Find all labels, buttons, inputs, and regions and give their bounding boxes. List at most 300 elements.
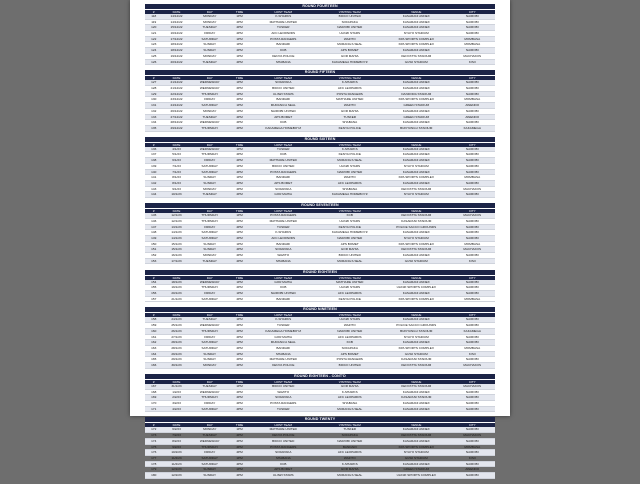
- table-cell: 147: [151, 224, 157, 229]
- table-cell: 178: [151, 461, 157, 466]
- table-cell: ULINZI SPORTS COMPLEX: [396, 472, 436, 477]
- table-cell: 156: [151, 290, 157, 295]
- table-cell: GOR MAHIA: [274, 279, 293, 284]
- table-cell: MURANG'A SEAL: [337, 258, 363, 263]
- round-title: ROUND TWENTY: [145, 417, 495, 422]
- round-title: ROUND FIFTEEN: [145, 70, 495, 75]
- table-cell: ULINZI STARS: [272, 91, 294, 96]
- table-cell: TUESDAY: [202, 192, 217, 197]
- table-cell: KASARANI ANNEX: [402, 169, 430, 174]
- table-cell: TUESDAY: [202, 258, 217, 263]
- column-header: VENUE: [411, 142, 422, 147]
- column-header: DAY: [206, 423, 213, 428]
- table-cell: 8/1/23: [172, 180, 181, 185]
- table-cell: POLICE SACCO GROUNDS: [396, 224, 437, 229]
- table-cell: SATURDAY: [201, 461, 218, 466]
- table-cell: NAIROBI: [465, 80, 479, 85]
- table-cell: 166: [151, 362, 157, 367]
- table-cell: K-SHARKS: [275, 14, 292, 18]
- table-cell: KCB: [280, 152, 287, 157]
- table-cell: 12/1/23: [171, 218, 182, 223]
- table-cell: 4PM: [236, 25, 243, 30]
- table-cell: 161: [151, 334, 157, 339]
- table-cell: SATURDAY: [201, 296, 218, 301]
- table-cell: NAIROBI: [465, 317, 479, 322]
- table-cell: APS BOMET: [274, 467, 293, 472]
- table-cell: 21/1/23: [171, 296, 182, 301]
- table-cell: 27/1/23: [171, 334, 182, 339]
- table-cell: NAIROBI: [465, 279, 479, 284]
- table-cell: MACHAKOS: [463, 362, 482, 367]
- table-cell: KCB: [280, 120, 287, 125]
- table-cell: ULINZI STARS: [339, 31, 361, 36]
- table-cell: WAZITO: [343, 175, 356, 180]
- table-cell: POSTA RANGERS: [270, 36, 297, 41]
- table-cell: WAZITO: [343, 36, 356, 41]
- table-cell: 1PM: [236, 427, 243, 432]
- column-header: DAY: [206, 313, 213, 318]
- table-cell: THURSDAY: [201, 444, 219, 449]
- table-cell: SHABANA: [342, 186, 358, 191]
- table-cell: NAIROBI: [465, 146, 479, 151]
- table-cell: SOFAPAKA: [275, 80, 292, 85]
- table-cell: 153: [151, 258, 157, 263]
- table-cell: 29/1/23: [171, 357, 182, 362]
- table-cell: MATHARE UNITED: [269, 427, 297, 432]
- table-cell: BUKHUNGU STADIUM: [400, 125, 433, 130]
- table-cell: TUSKER: [276, 146, 290, 151]
- table-cell: NYAYO STADIUM: [403, 192, 429, 197]
- table-cell: KISII: [468, 351, 476, 356]
- table-cell: MACHAKOS: [463, 247, 482, 252]
- table-cell: NAIROBI: [465, 340, 479, 345]
- table-cell: 8/2/23: [172, 438, 181, 443]
- table-cell: KENYA POLICE: [338, 296, 361, 301]
- table-cell: NAIROBI: [465, 163, 479, 168]
- column-header: CITY: [468, 10, 476, 14]
- round-block: [145, 270, 495, 303]
- table-cell: TUESDAY: [202, 59, 217, 64]
- table-cell: 17/12/22: [170, 36, 183, 41]
- table-cell: 9/2/23: [172, 444, 181, 449]
- column-header: CITY: [468, 379, 476, 384]
- table-cell: TUESDAY: [202, 317, 217, 322]
- table-cell: MACHAKOS: [463, 53, 482, 58]
- table-cell: 21/12/22: [170, 80, 183, 85]
- table-cell: MACHAKOS: [463, 383, 482, 388]
- table-cell: KAKAMEGA HOMEBOYZ: [265, 328, 302, 333]
- table-cell: KISII: [468, 258, 476, 263]
- table-cell: NAIROBI: [465, 192, 479, 197]
- table-cell: MOMBASA: [464, 42, 481, 47]
- table-cell: 155: [151, 285, 157, 290]
- table-cell: 11/2/23: [171, 455, 182, 460]
- column-header: HOST TEAM: [274, 423, 292, 428]
- column-header: HOST TEAM: [274, 275, 292, 280]
- column-header: DATE: [172, 275, 181, 280]
- table-cell: 136: [151, 146, 157, 151]
- table-cell: 1PM: [236, 14, 243, 18]
- table-cell: 1PM: [236, 42, 243, 47]
- round-block: [145, 417, 495, 478]
- column-header: HOST TEAM: [274, 209, 292, 214]
- table-cell: BIDCO UNITED: [272, 86, 295, 91]
- table-cell: THURSDAY: [201, 218, 219, 223]
- table-cell: 135: [151, 125, 157, 130]
- table-cell: KISII: [468, 59, 476, 64]
- column-header: #: [152, 379, 155, 384]
- table-cell: NAIROBI: [465, 427, 479, 432]
- column-header: TIME: [235, 76, 244, 81]
- round-block: [145, 70, 495, 131]
- table-cell: NAIROBI: [465, 389, 479, 394]
- table-cell: KASARANI ANNEX: [402, 14, 430, 18]
- table-cell: FRIDAY: [204, 97, 216, 102]
- table-cell: 4PM: [236, 19, 243, 24]
- table-cell: NAIROBI: [465, 108, 479, 113]
- table-cell: FRIDAY: [204, 334, 216, 339]
- column-header: #: [152, 313, 155, 318]
- table-cell: 123: [151, 42, 157, 47]
- table-cell: 175: [151, 444, 157, 449]
- table-cell: SUNDAY: [203, 175, 217, 180]
- table-cell: GOR MAHIA: [340, 108, 359, 113]
- table-cell: 128: [151, 86, 157, 91]
- table-cell: KCB: [280, 285, 287, 290]
- column-header: CITY: [468, 209, 476, 214]
- table-cell: MONDAY: [203, 186, 217, 191]
- table-cell: 15/1/23: [171, 241, 182, 246]
- table-cell: 4PM: [236, 180, 243, 185]
- column-header: #: [152, 275, 155, 280]
- table-cell: 7/1/23: [172, 169, 181, 174]
- table-cell: 172: [151, 427, 157, 432]
- table-cell: 4PM: [236, 461, 243, 466]
- table-cell: AWENDO: [465, 114, 480, 119]
- round-title: ROUND FOURTEEN: [145, 4, 495, 9]
- table-cell: NAIROBI: [465, 290, 479, 295]
- table-cell: 4PM: [236, 192, 243, 197]
- column-header: TIME: [235, 275, 244, 280]
- table-cell: KASARANI ANNEX: [402, 146, 430, 151]
- table-cell: AFC LEOPARDS: [271, 235, 296, 240]
- table-cell: 14/1/23: [171, 230, 182, 235]
- table-cell: ULINZI STARS: [339, 317, 361, 322]
- table-cell: NAIROBI: [465, 19, 479, 24]
- table-cell: KASARANI ANNEX: [402, 279, 430, 284]
- table-cell: SUNDAY: [203, 48, 217, 53]
- table-cell: 121: [151, 31, 157, 36]
- table-cell: SOFAPAKA: [275, 395, 292, 400]
- table-cell: 30/1/23: [171, 362, 182, 367]
- column-header: VISITING TEAM: [338, 10, 361, 14]
- table-cell: KASARANI ANNEX: [402, 120, 430, 125]
- table-cell: NYAYO STADIUM: [403, 163, 429, 168]
- table-cell: KPA SPORTS COMPLEX: [398, 241, 434, 246]
- table-cell: NAIROBI: [465, 230, 479, 235]
- column-header: CITY: [468, 275, 476, 280]
- table-cell: NAIROBI: [465, 438, 479, 443]
- table-cell: KENYA POLICE: [272, 433, 295, 438]
- table-cell: NYAYO STADIUM: [403, 334, 429, 339]
- table-cell: GOR MAHIA: [340, 383, 359, 388]
- table-cell: 4PM: [236, 285, 243, 290]
- table-cell: 4PM: [236, 86, 243, 91]
- table-cell: THURSDAY: [201, 152, 219, 157]
- table-body: [145, 147, 495, 198]
- table-cell: 4PM: [236, 438, 243, 443]
- table-cell: 10/1/23: [171, 192, 182, 197]
- table-cell: WAZITO: [277, 389, 290, 394]
- table-cell: KAKAMEGA: [463, 125, 481, 130]
- column-header: CITY: [468, 313, 476, 318]
- column-header: DATE: [172, 76, 181, 81]
- column-header: TIME: [235, 313, 244, 318]
- table-cell: TUSKER: [276, 224, 290, 229]
- table-cell: 148: [151, 230, 157, 235]
- table-cell: SATURDAY: [201, 163, 218, 168]
- table-cell: 122: [151, 36, 157, 41]
- table-cell: KCB: [280, 48, 287, 53]
- table-cell: KASARANI ANNEX: [402, 48, 430, 53]
- table-cell: 16/12/22: [170, 31, 183, 36]
- table-cell: 20/12/22: [170, 59, 183, 64]
- table-cell: MACHAKOS: [463, 213, 482, 218]
- table-cell: KCB: [346, 213, 353, 218]
- table-cell: 11/2/23: [171, 461, 182, 466]
- table-row: [145, 259, 495, 265]
- table-cell: KASARANI ANNEX: [402, 86, 430, 91]
- table-cell: WAZITO: [343, 455, 356, 460]
- table-cell: GOR MAHIA: [340, 467, 359, 472]
- table-cell: KPA SPORTS COMPLEX: [398, 42, 434, 47]
- table-cell: 13/1/23: [171, 224, 182, 229]
- table-cell: 4PM: [236, 97, 243, 102]
- table-cell: NAIROBI: [465, 120, 479, 125]
- table-cell: 140: [151, 169, 157, 174]
- table-cell: 16/1/23: [171, 252, 182, 257]
- table-cell: 137: [151, 152, 157, 157]
- table-cell: POLICE SACCO GROUNDS: [396, 323, 437, 328]
- table-cell: 14/1/23: [171, 235, 182, 240]
- table-cell: KPA SPORTS COMPLEX: [398, 175, 434, 180]
- table-cell: NYAYO STADIUM: [403, 31, 429, 36]
- table-cell: BANDARI: [276, 175, 291, 180]
- table-cell: ULINZI STARS: [272, 472, 294, 477]
- table-cell: 28/12/22: [170, 120, 183, 125]
- table-cell: AFC LEOPARDS: [337, 450, 362, 455]
- table-cell: 15/12/22: [170, 25, 183, 30]
- column-header: VISITING TEAM: [338, 313, 361, 318]
- table-cell: KPA SPORTS COMPLEX: [398, 345, 434, 350]
- table-cell: SATURDAY: [201, 169, 218, 174]
- round-block: [145, 374, 495, 412]
- table-cell: KPA SPORTS COMPLEX: [398, 296, 434, 301]
- table-cell: NAIROBI: [465, 334, 479, 339]
- table-cell: MOMBASA: [464, 175, 481, 180]
- table-cell: NAIROBI: [465, 86, 479, 91]
- table-cell: 28/1/23: [171, 340, 182, 345]
- table-cell: KISII: [468, 455, 476, 460]
- table-cell: NYAYO STADIUM: [403, 235, 429, 240]
- table-cell: 134: [151, 120, 157, 125]
- table-cell: 141: [151, 175, 157, 180]
- table-cell: FRIDAY: [204, 450, 216, 455]
- table-row: [145, 126, 495, 132]
- table-cell: 7/1/23: [172, 163, 181, 168]
- round-title: ROUND EIGHTEEN - CONT'D: [145, 374, 495, 379]
- table-cell: NAIROBI: [465, 285, 479, 290]
- table-cell: 21/12/22: [170, 86, 183, 91]
- table-cell: 1PM: [236, 467, 243, 472]
- column-header: CITY: [468, 142, 476, 147]
- table-cell: BIDCO UNITED: [272, 163, 295, 168]
- table-cell: SUNDAY: [203, 472, 217, 477]
- table-cell: 164: [151, 351, 157, 356]
- table-cell: 151: [151, 247, 157, 252]
- column-header: #: [152, 10, 155, 14]
- table-row: [145, 473, 495, 479]
- table-cell: BIDCO UNITED: [272, 438, 295, 443]
- table-cell: SUNDAY: [203, 42, 217, 47]
- table-cell: MACHAKOS: [463, 186, 482, 191]
- table-cell: 4PM: [236, 120, 243, 125]
- table-cell: SUNDAY: [203, 180, 217, 185]
- table-cell: NAIROBI: [465, 400, 479, 405]
- column-header: VISITING TEAM: [338, 275, 361, 280]
- table-body: [145, 213, 495, 264]
- column-header: TIME: [235, 142, 244, 147]
- table-cell: GUSII STADIUM: [404, 59, 428, 64]
- table-cell: FRIDAY: [204, 400, 216, 405]
- table-cell: 4PM: [236, 158, 243, 163]
- table-cell: BIDCO UNITED: [338, 14, 361, 18]
- table-cell: THURSDAY: [201, 395, 219, 400]
- table-cell: KASARANI ANNEX: [402, 400, 430, 405]
- table-cell: 4PM: [236, 252, 243, 257]
- table-cell: MURANG'A SEAL: [337, 472, 363, 477]
- table-cell: 171: [151, 406, 157, 411]
- column-header: DATE: [172, 142, 181, 147]
- table-cell: 4PM: [236, 345, 243, 350]
- table-cell: 3/2/23: [172, 400, 181, 405]
- table-cell: KENYATTA STADIUM: [401, 186, 432, 191]
- table-cell: 4PM: [236, 48, 243, 53]
- table-cell: KAKAMEGA HOMEBOYZ: [265, 125, 302, 130]
- table-cell: NAIROBI: [465, 252, 479, 257]
- column-header: TIME: [235, 10, 244, 14]
- table-cell: 129: [151, 91, 157, 96]
- table-cell: KASARANI ANNEX: [402, 340, 430, 345]
- table-cell: KASARANI STADIUM: [401, 218, 432, 223]
- column-header: HOST TEAM: [274, 313, 292, 318]
- table-cell: THURSDAY: [201, 328, 219, 333]
- table-body: [145, 384, 495, 412]
- column-header: DATE: [172, 10, 181, 14]
- column-header: CITY: [468, 76, 476, 81]
- table-cell: BIDCO UNITED: [338, 252, 361, 257]
- table-cell: 1PM: [236, 108, 243, 113]
- table-cell: 149: [151, 235, 157, 240]
- table-cell: WEDNESDAY: [199, 86, 220, 91]
- table-cell: 6/1/23: [172, 158, 181, 163]
- table-cell: 14/12/22: [170, 19, 183, 24]
- column-header: TIME: [235, 209, 244, 214]
- table-cell: 158: [151, 317, 157, 322]
- table-cell: KPA SPORTS COMPLEX: [398, 444, 434, 449]
- table-cell: BANDARI: [276, 97, 291, 102]
- table-cell: 4PM: [236, 389, 243, 394]
- table-cell: NAIROBI UNITED: [337, 25, 363, 30]
- table-cell: 9/1/23: [172, 186, 181, 191]
- table-cell: 1PM: [236, 383, 243, 388]
- table-cell: MOMBASA: [464, 241, 481, 246]
- table-row: [145, 192, 495, 198]
- table-cell: SUNDAY: [203, 357, 217, 362]
- table-cell: BANDARI: [276, 296, 291, 301]
- table-cell: K-SHARKS: [341, 80, 358, 85]
- table-cell: 168: [151, 389, 157, 394]
- table-cell: 18/1/23: [171, 279, 182, 284]
- table-cell: 4PM: [236, 152, 243, 157]
- table-cell: 176: [151, 450, 157, 455]
- table-cell: NYAYO STADIUM: [403, 450, 429, 455]
- table-cell: NAIROBI UNITED: [270, 290, 296, 295]
- table-cell: 29/1/23: [171, 351, 182, 356]
- table-cell: FRIDAY: [204, 31, 216, 36]
- table-cell: WAZITO: [343, 323, 356, 328]
- table-cell: 24/1/23: [171, 317, 182, 322]
- table-cell: KCB: [346, 340, 353, 345]
- round-title: ROUND SEVENTEEN: [145, 203, 495, 208]
- table-cell: GOR MAHIA: [340, 53, 359, 58]
- table-cell: 1PM: [236, 351, 243, 356]
- column-header: #: [152, 76, 155, 81]
- table-cell: 157: [151, 296, 157, 301]
- table-cell: KENYATTA STADIUM: [401, 53, 432, 58]
- table-cell: FRIDAY: [204, 290, 216, 295]
- table-cell: POSTA RANGERS: [270, 400, 297, 405]
- table-cell: MONDAY: [203, 14, 217, 18]
- table-cell: TUESDAY: [202, 25, 217, 30]
- table-cell: KAKAMEGA HOMEBOYZ: [331, 230, 368, 235]
- table-cell: NAIROBI UNITED: [337, 235, 363, 240]
- table-cell: KASARANI ANNEX: [402, 230, 430, 235]
- table-cell: MURANG'A SEAL: [337, 406, 363, 411]
- table-cell: 4/2/23: [172, 406, 181, 411]
- table-cell: 4PM: [236, 296, 243, 301]
- table-cell: AFC LEOPARDS: [337, 334, 362, 339]
- table-cell: 4PM: [236, 323, 243, 328]
- table-cell: MURANG'A SEAL: [337, 158, 363, 163]
- column-header: VENUE: [411, 379, 422, 384]
- table-cell: 4PM: [236, 328, 243, 333]
- table-cell: K-SHARKS: [341, 146, 358, 151]
- table-cell: AFC LEOPARDS: [271, 31, 296, 36]
- table-cell: 19/1/23: [171, 285, 182, 290]
- column-header: DAY: [206, 275, 213, 280]
- table-cell: THURSDAY: [201, 125, 219, 130]
- table-cell: KENYATTA STADIUM: [401, 362, 432, 367]
- table-cell: KENYATTA STADIUM: [401, 247, 432, 252]
- table-cell: MOMBASA: [464, 296, 481, 301]
- column-header: VISITING TEAM: [338, 76, 361, 81]
- column-header: HOST TEAM: [274, 10, 292, 14]
- round-title: ROUND NINETEEN: [145, 307, 495, 312]
- table-cell: 167: [151, 383, 157, 388]
- table-cell: 4PM: [236, 444, 243, 449]
- column-header: VENUE: [411, 209, 422, 214]
